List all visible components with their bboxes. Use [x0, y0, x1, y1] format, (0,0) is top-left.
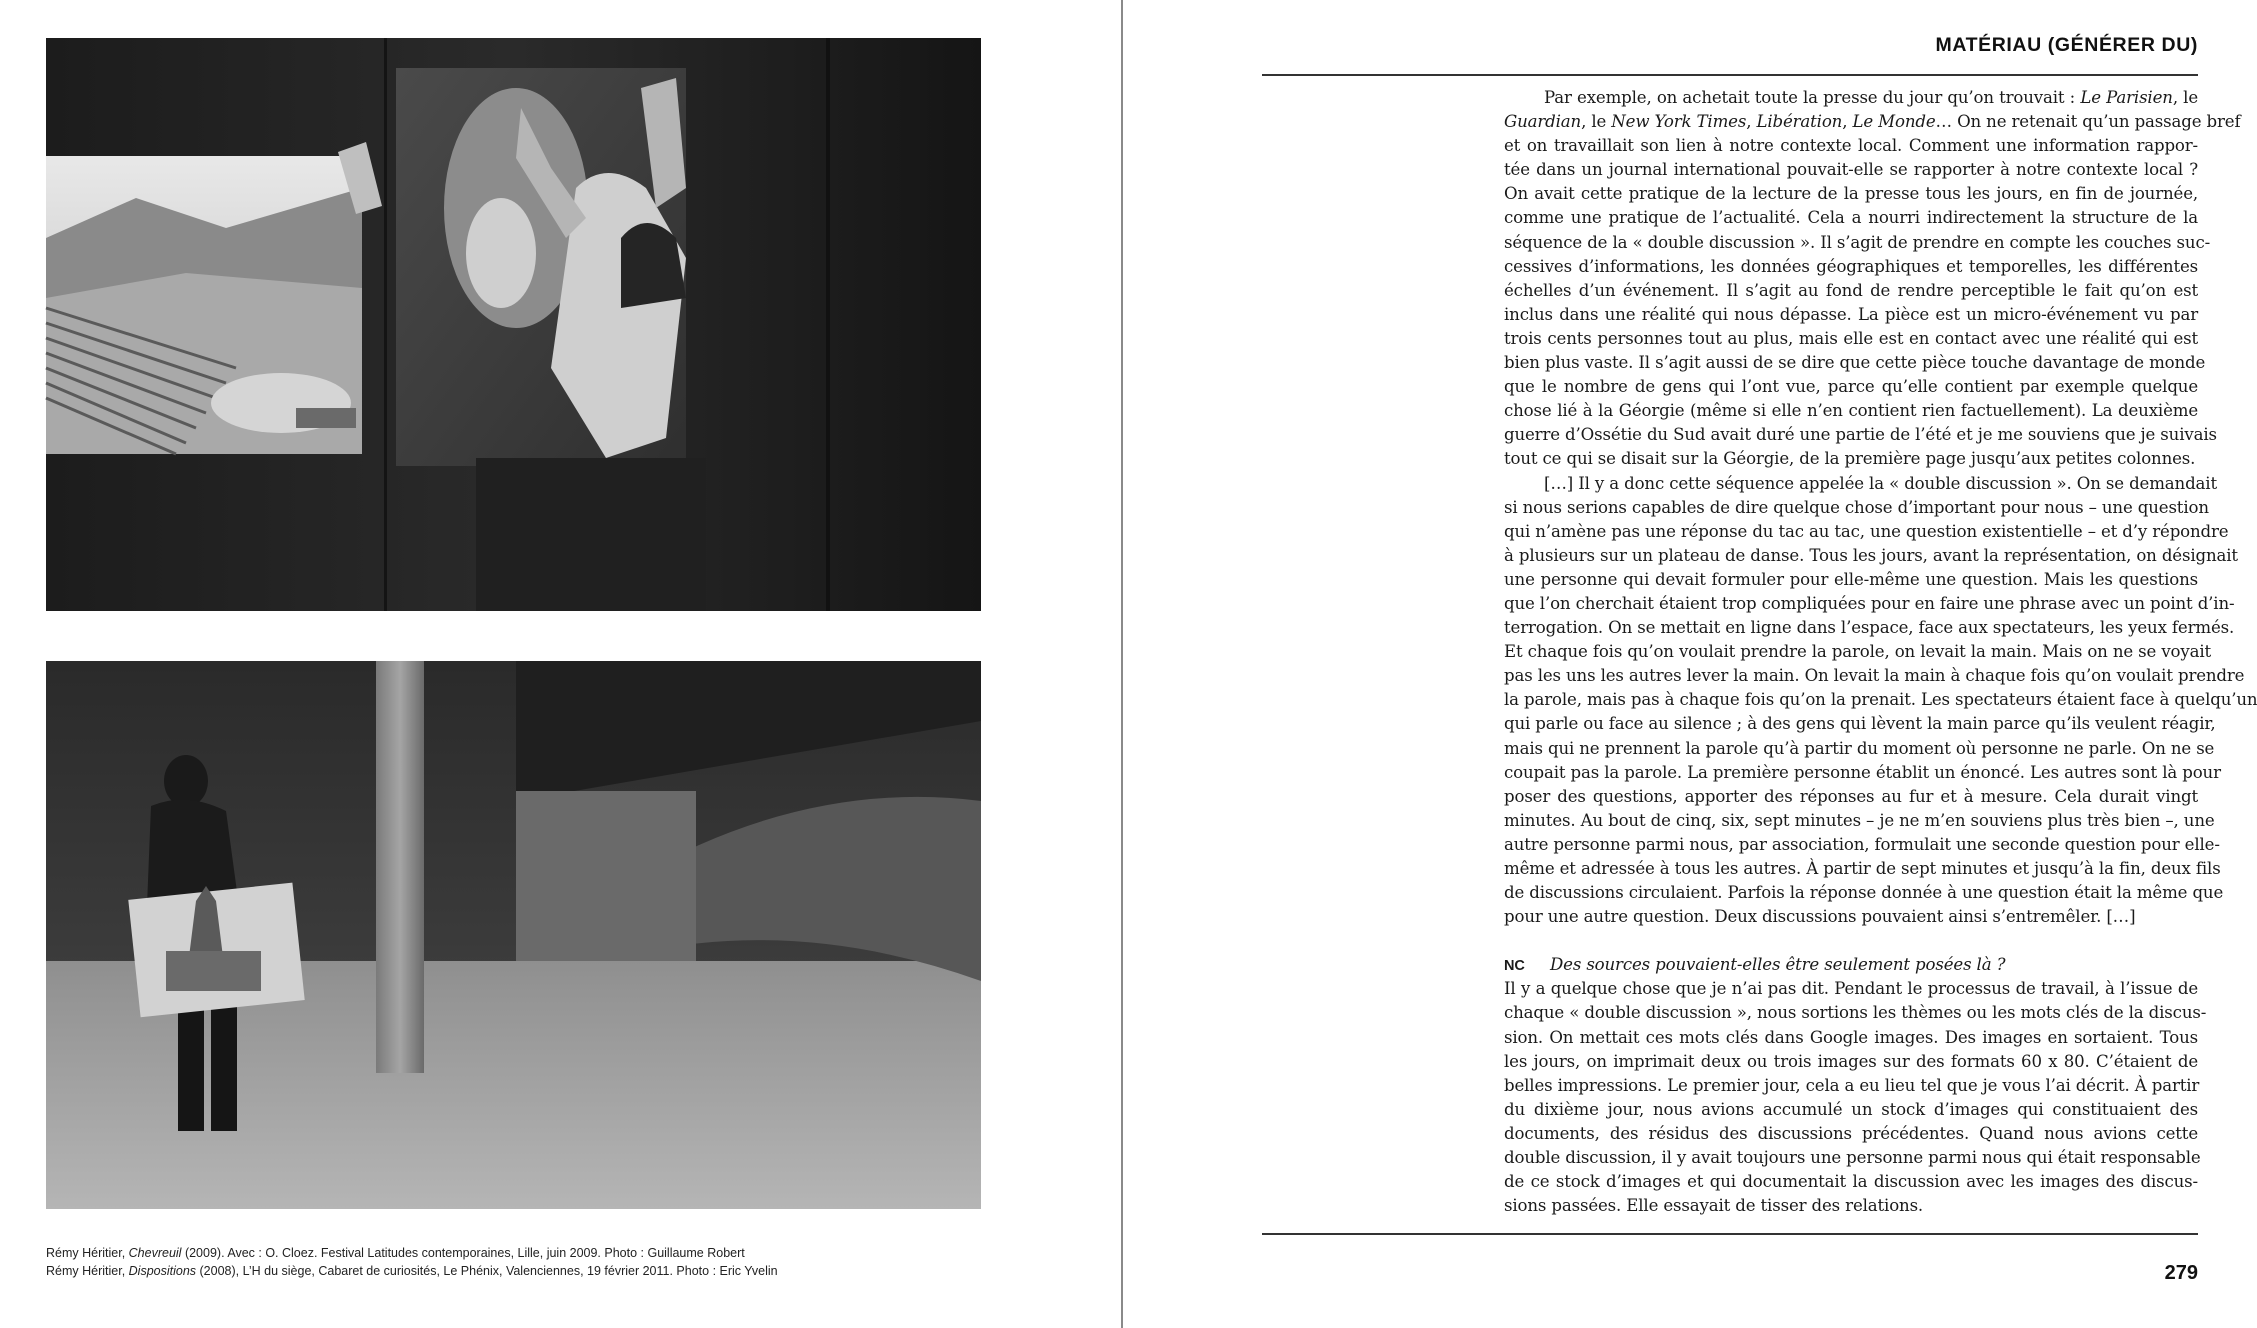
speaker-label: NC: [1504, 958, 1525, 975]
spacer: [1504, 929, 2198, 953]
text-line: que le nombre de gens qui l’ont vue, parce qu’elle contient par exemple quelque: [1504, 377, 2198, 397]
text-line: de discussions circulaient. Parfois la réponse donnée à une question était la même que: [1504, 883, 2224, 903]
photo-performer-holding-poster: [46, 661, 981, 1209]
text-line: belles impressions. Le premier jour, cela a eu lieu tel que je vous l’ai décrit. À partir: [1504, 1075, 2200, 1095]
text-line: coupait pas la parole. La première personne établit un énoncé. Les autres sont là pour: [1504, 762, 2221, 782]
text-line: minutes. Au bout de cinq, six, sept minutes – je ne m’en souviens plus très bien –, une: [1504, 810, 2215, 830]
text-line: […] Il y a donc cette séquence appelée la « double discussion ». On se demandait: [1544, 473, 2217, 493]
top-rule: [1262, 74, 2198, 76]
text-line: pas les uns les autres lever la main. On levait la main à chaque fois qu’on voulait prendre: [1504, 666, 2245, 686]
running-head: MATÉRIAU (GÉNÉRER DU): [1935, 34, 2198, 56]
text-line: à plusieurs sur un plateau de danse. Tous les jours, avant la représentation, on désignait: [1504, 545, 2238, 565]
text-line: qui parle ou face au silence ; à des gens qui lèvent la main parce qu’ils veulent réagir,: [1504, 714, 2216, 734]
text-line: trois cents personnes tout au plus, mais elle est en contact avec une réalité qui est: [1504, 328, 2198, 348]
text-line: autre personne parmi nous, par association, formulait une seconde question pour elle-: [1504, 834, 2220, 854]
text-line: et on travaillait son lien à notre contexte local. Comment une information rappor-: [1504, 136, 2198, 156]
photo-captions: [46, 1244, 1046, 1280]
text-line: bien plus vaste. Il s’agit aussi de se dire que cette pièce touche davantage de monde: [1504, 353, 2206, 373]
text-line: documents, des résidus des discussions précédentes. Quand nous avions cette: [1504, 1123, 2198, 1143]
text-line: si nous serions capables de dire quelque chose d’important pour nous – une question: [1504, 497, 2209, 517]
text-line: terrogation. On se mettait en ligne dans l’espace, face aux spectateurs, les yeux fermés.: [1504, 618, 2235, 638]
text-line: chose lié à la Géorgie (même si elle n’en contient rien factuellement). La deuxième: [1504, 401, 2198, 421]
italic-title: Le Monde: [1852, 112, 1936, 132]
text-line: les jours, on imprimait deux ou trois images sur des formats 60 x 80. C’étaient de: [1504, 1051, 2198, 1071]
text-line: comme une pratique de l’actualité. Cela a nourri indirectement la structure de la: [1504, 208, 2198, 228]
italic-title: New York Times: [1611, 112, 1747, 132]
photo-performer-hanging-poster: [46, 38, 981, 611]
text-line: de ce stock d’images et qui documentait la discussion avec les images des discus-: [1504, 1172, 2198, 1192]
italic-title: Libération: [1756, 112, 1843, 132]
text-line: inclus dans une réalité qui nous dépasse. La pièce est un micro-événement vu par: [1504, 304, 2198, 324]
italic-title: Guardian: [1504, 112, 1582, 132]
text-line: Par exemple, on achetait toute la presse du jour qu’on trouvait : Le Parisien, le: [1544, 88, 2198, 107]
text-line: une personne qui devait formuler pour elle-même une question. Mais les questions: [1504, 569, 2198, 589]
text-line: séquence de la « double discussion ». Il s’agit de prendre en compte les couches suc-: [1504, 232, 2211, 252]
text-line: que l’on cherchait étaient trop compliquées pour en faire une phrase avec un point d’in-: [1504, 593, 2235, 613]
text-line: échelles d’un événement. Il s’agit au fond de rendre perceptible le fait qu’on est: [1504, 280, 2198, 300]
caption-photo-2: Rémy Héritier, Dispositions (2008), L’H du siège, Cabaret de curiosités, Le Phénix, Valenciennes, 19 février 2011. Photo : Eric Yvelin: [46, 1264, 778, 1278]
text-line: même et adressée à tous les autres. À partir de sept minutes et jusqu’à la fin, deux fils: [1504, 859, 2221, 878]
interview-question: [1504, 953, 2198, 977]
paragraph-3: [1504, 977, 2207, 1218]
text-line: qui n’amène pas une réponse du tac au tac, une question existentielle – et d’y répondre: [1504, 521, 2229, 541]
text-line: guerre d’Ossétie du Sud avait duré une partie de l’été et je me souviens que je suivais: [1504, 425, 2217, 445]
text-line: tée dans un journal international pouvait-elle se rapporter à notre contexte local ?: [1504, 160, 2198, 180]
text-line: poser des questions, apporter des réponses au fur et à mesure. Cela durait vingt: [1504, 786, 2198, 806]
text-line: tout ce qui se disait sur la Géorgie, de la première page jusqu’aux petites colonnes.: [1504, 449, 2196, 469]
question-text: Des sources pouvaient-elles être seulement posées là ?: [1550, 955, 2006, 975]
text-line: pour une autre question. Deux discussions pouvaient ainsi s’entremêler. […]: [1504, 907, 2136, 927]
text-line: sions passées. Elle essayait de tisser des relations.: [1504, 1196, 1924, 1216]
text-line: du dixième jour, nous avions accumulé un stock d’images qui constituaient des: [1504, 1099, 2198, 1119]
text-line: double discussion, il y avait toujours une personne parmi nous qui était responsable: [1504, 1148, 2201, 1168]
paragraph-2: [1504, 472, 2257, 930]
left-page: [0, 0, 1121, 1328]
paragraph-1: [1504, 86, 2241, 472]
bottom-rule: [1262, 1233, 2198, 1235]
text-line: On avait cette pratique de la lecture de la presse tous les jours, en fin de journée,: [1504, 184, 2198, 204]
text-line: Il y a quelque chose que je n’ai pas dit. Pendant le processus de travail, à l’issue de: [1504, 979, 2198, 999]
text-line: mais qui ne prennent la parole qu’à partir du moment où personne ne parle. On ne se: [1504, 738, 2215, 758]
italic-title: Le Parisien: [2080, 88, 2173, 107]
text-line: la parole, mais pas à chaque fois qu’on la prenait. Les spectateurs étaient face à quelqu’un: [1504, 690, 2257, 710]
text-line: cessives d’informations, les données géographiques et temporelles, les différentes: [1504, 256, 2198, 276]
text-line: sion. On mettait ces mots clés dans Google images. Des images en sortaient. Tous: [1504, 1027, 2198, 1047]
text-line: Et chaque fois qu’on voulait prendre la parole, on levait la main. Mais on ne se voyait: [1504, 642, 2212, 662]
page-number: 279: [2164, 1262, 2198, 1284]
text-line: chaque « double discussion », nous sortions les thèmes ou les mots clés de la discus-: [1504, 1003, 2207, 1023]
text-line: Guardian, le New York Times, Libération, Le Monde… On ne retenait qu’un passage bref: [1504, 112, 2241, 132]
body-text: [1504, 86, 2257, 1218]
caption-photo-1: Rémy Héritier, Chevreuil (2009). Avec : O. Cloez. Festival Latitudes contemporaines, Lille, juin 2009. Photo : Guillaume Robert: [46, 1246, 745, 1260]
